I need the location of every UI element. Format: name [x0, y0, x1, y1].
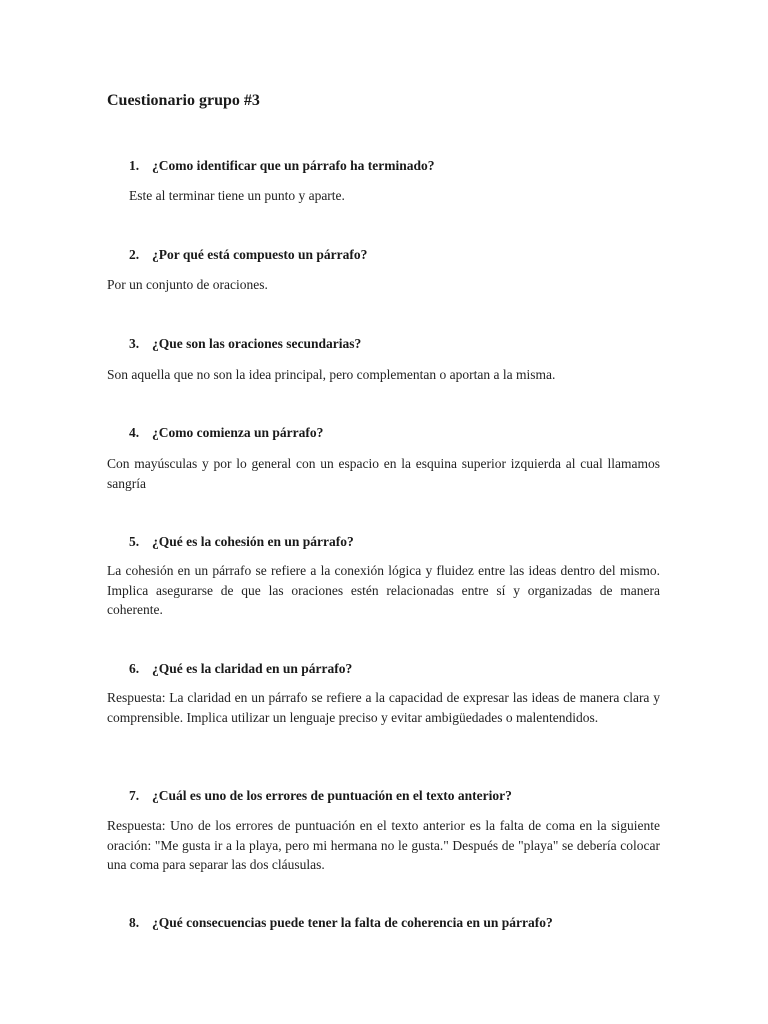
question-number: 5.: [129, 534, 140, 549]
question-text: ¿Qué es la cohesión en un párrafo?: [152, 534, 354, 549]
question-number: 4.: [129, 425, 140, 440]
question-text: ¿Cuál es uno de los errores de puntuación en el texto anterior?: [152, 788, 512, 803]
question-8: [129, 915, 553, 931]
question-number: 7.: [129, 788, 140, 803]
question-number: 8.: [129, 915, 140, 930]
question-text: ¿Como comienza un párrafo?: [152, 425, 324, 440]
answer-3: Son aquella que no son la idea principal, pero complementan o aportan a la misma.: [107, 367, 556, 382]
question-3: [129, 336, 361, 352]
answer-2: Por un conjunto de oraciones.: [107, 277, 268, 292]
answer-1: Este al terminar tiene un punto y aparte.: [129, 188, 345, 203]
question-text: ¿Como identificar que un párrafo ha terminado?: [152, 158, 435, 173]
question-4: [129, 425, 323, 441]
question-number: 1.: [129, 158, 140, 173]
question-text: ¿Que son las oraciones secundarias?: [152, 336, 362, 351]
question-6: [129, 661, 352, 677]
answer-7: Respuesta: Uno de los errores de puntuación en el texto anterior es la falta de coma en la siguiente oración: "Me gusta ir a la playa, pero mi hermana no le gusta." Después de "playa" se debería colocar una coma para separar las dos cláusulas.: [107, 818, 660, 872]
question-5: [129, 534, 354, 550]
question-7: [129, 788, 512, 804]
question-text: ¿Qué consecuencias puede tener la falta de coherencia en un párrafo?: [152, 915, 553, 930]
question-2: [129, 247, 367, 263]
answer-5: La cohesión en un párrafo se refiere a la conexión lógica y fluidez entre las ideas dentro del mismo. Implica asegurarse de que las oraciones estén relacionadas entre sí y organizadas de manera coherente.: [107, 563, 660, 617]
document-title: Cuestionario grupo #3: [107, 92, 260, 109]
answer-4: Con mayúsculas y por lo general con un espacio en la esquina superior izquierda al cual llamamos sangría: [107, 456, 660, 491]
question-number: 2.: [129, 247, 140, 262]
question-number: 6.: [129, 661, 140, 676]
question-text: ¿Qué es la claridad en un párrafo?: [152, 661, 353, 676]
question-number: 3.: [129, 336, 140, 351]
answer-6: Respuesta: La claridad en un párrafo se refiere a la capacidad de expresar las ideas de manera clara y comprensible. Implica utilizar un lenguaje preciso y evitar ambigüedades o malentendidos.: [107, 690, 660, 725]
question-1: [129, 158, 435, 174]
question-text: ¿Por qué está compuesto un párrafo?: [152, 247, 368, 262]
